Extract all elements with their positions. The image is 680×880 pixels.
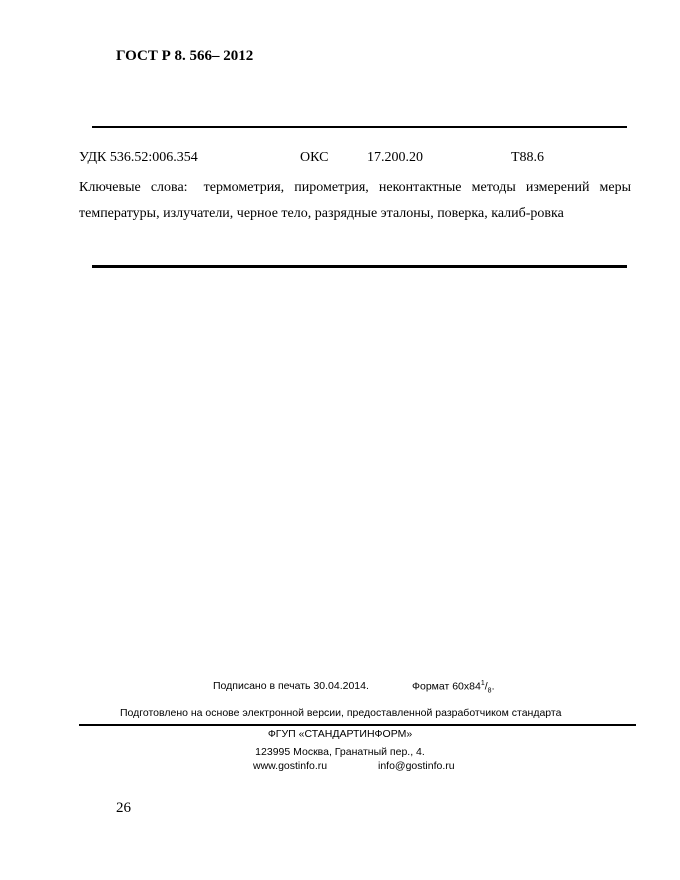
- format-denominator: 8: [487, 687, 492, 695]
- keywords-block: [79, 175, 631, 227]
- format-numerator: 1: [480, 680, 485, 687]
- oks-code: 17.200.20: [367, 150, 423, 165]
- publisher-email: info@gostinfo.ru: [378, 760, 455, 772]
- format-label: Формат 60x84: [412, 680, 481, 693]
- publisher-website: www.gostinfo.ru: [253, 760, 328, 772]
- classifier-code: Т88.6: [511, 150, 545, 165]
- keywords-text: термометрия, пирометрия, неконтактные методы измерений меры температуры, излучатели, черное тело, разрядные эталоны, поверка, калиб-ровка: [79, 180, 632, 221]
- publisher-address: 123995 Москва, Гранатный пер., 4.: [255, 746, 425, 758]
- standard-designation: ГОСТ Р 8. 566– 2012: [116, 48, 254, 64]
- top-divider: [92, 126, 627, 128]
- keywords-label: Ключевые слова:: [79, 180, 188, 195]
- signed-to-print: Подписано в печать 30.04.2014.: [213, 680, 369, 692]
- format-end: .: [491, 680, 495, 693]
- print-format: Формат $60x84^1/_8$.: [412, 680, 495, 695]
- udk-code: УДК 536.52:006.354: [79, 150, 198, 165]
- publisher-name: ФГУП «СТАНДАРТИНФОРМ»: [267, 728, 413, 740]
- imprint-divider: [79, 724, 636, 726]
- bottom-divider: [92, 265, 627, 268]
- page-number: 26: [116, 800, 131, 816]
- prepared-note: Подготовлено на основе электронной версии, предоставленной разработчиком стандарта: [120, 707, 562, 719]
- oks-label: ОКС: [300, 150, 329, 165]
